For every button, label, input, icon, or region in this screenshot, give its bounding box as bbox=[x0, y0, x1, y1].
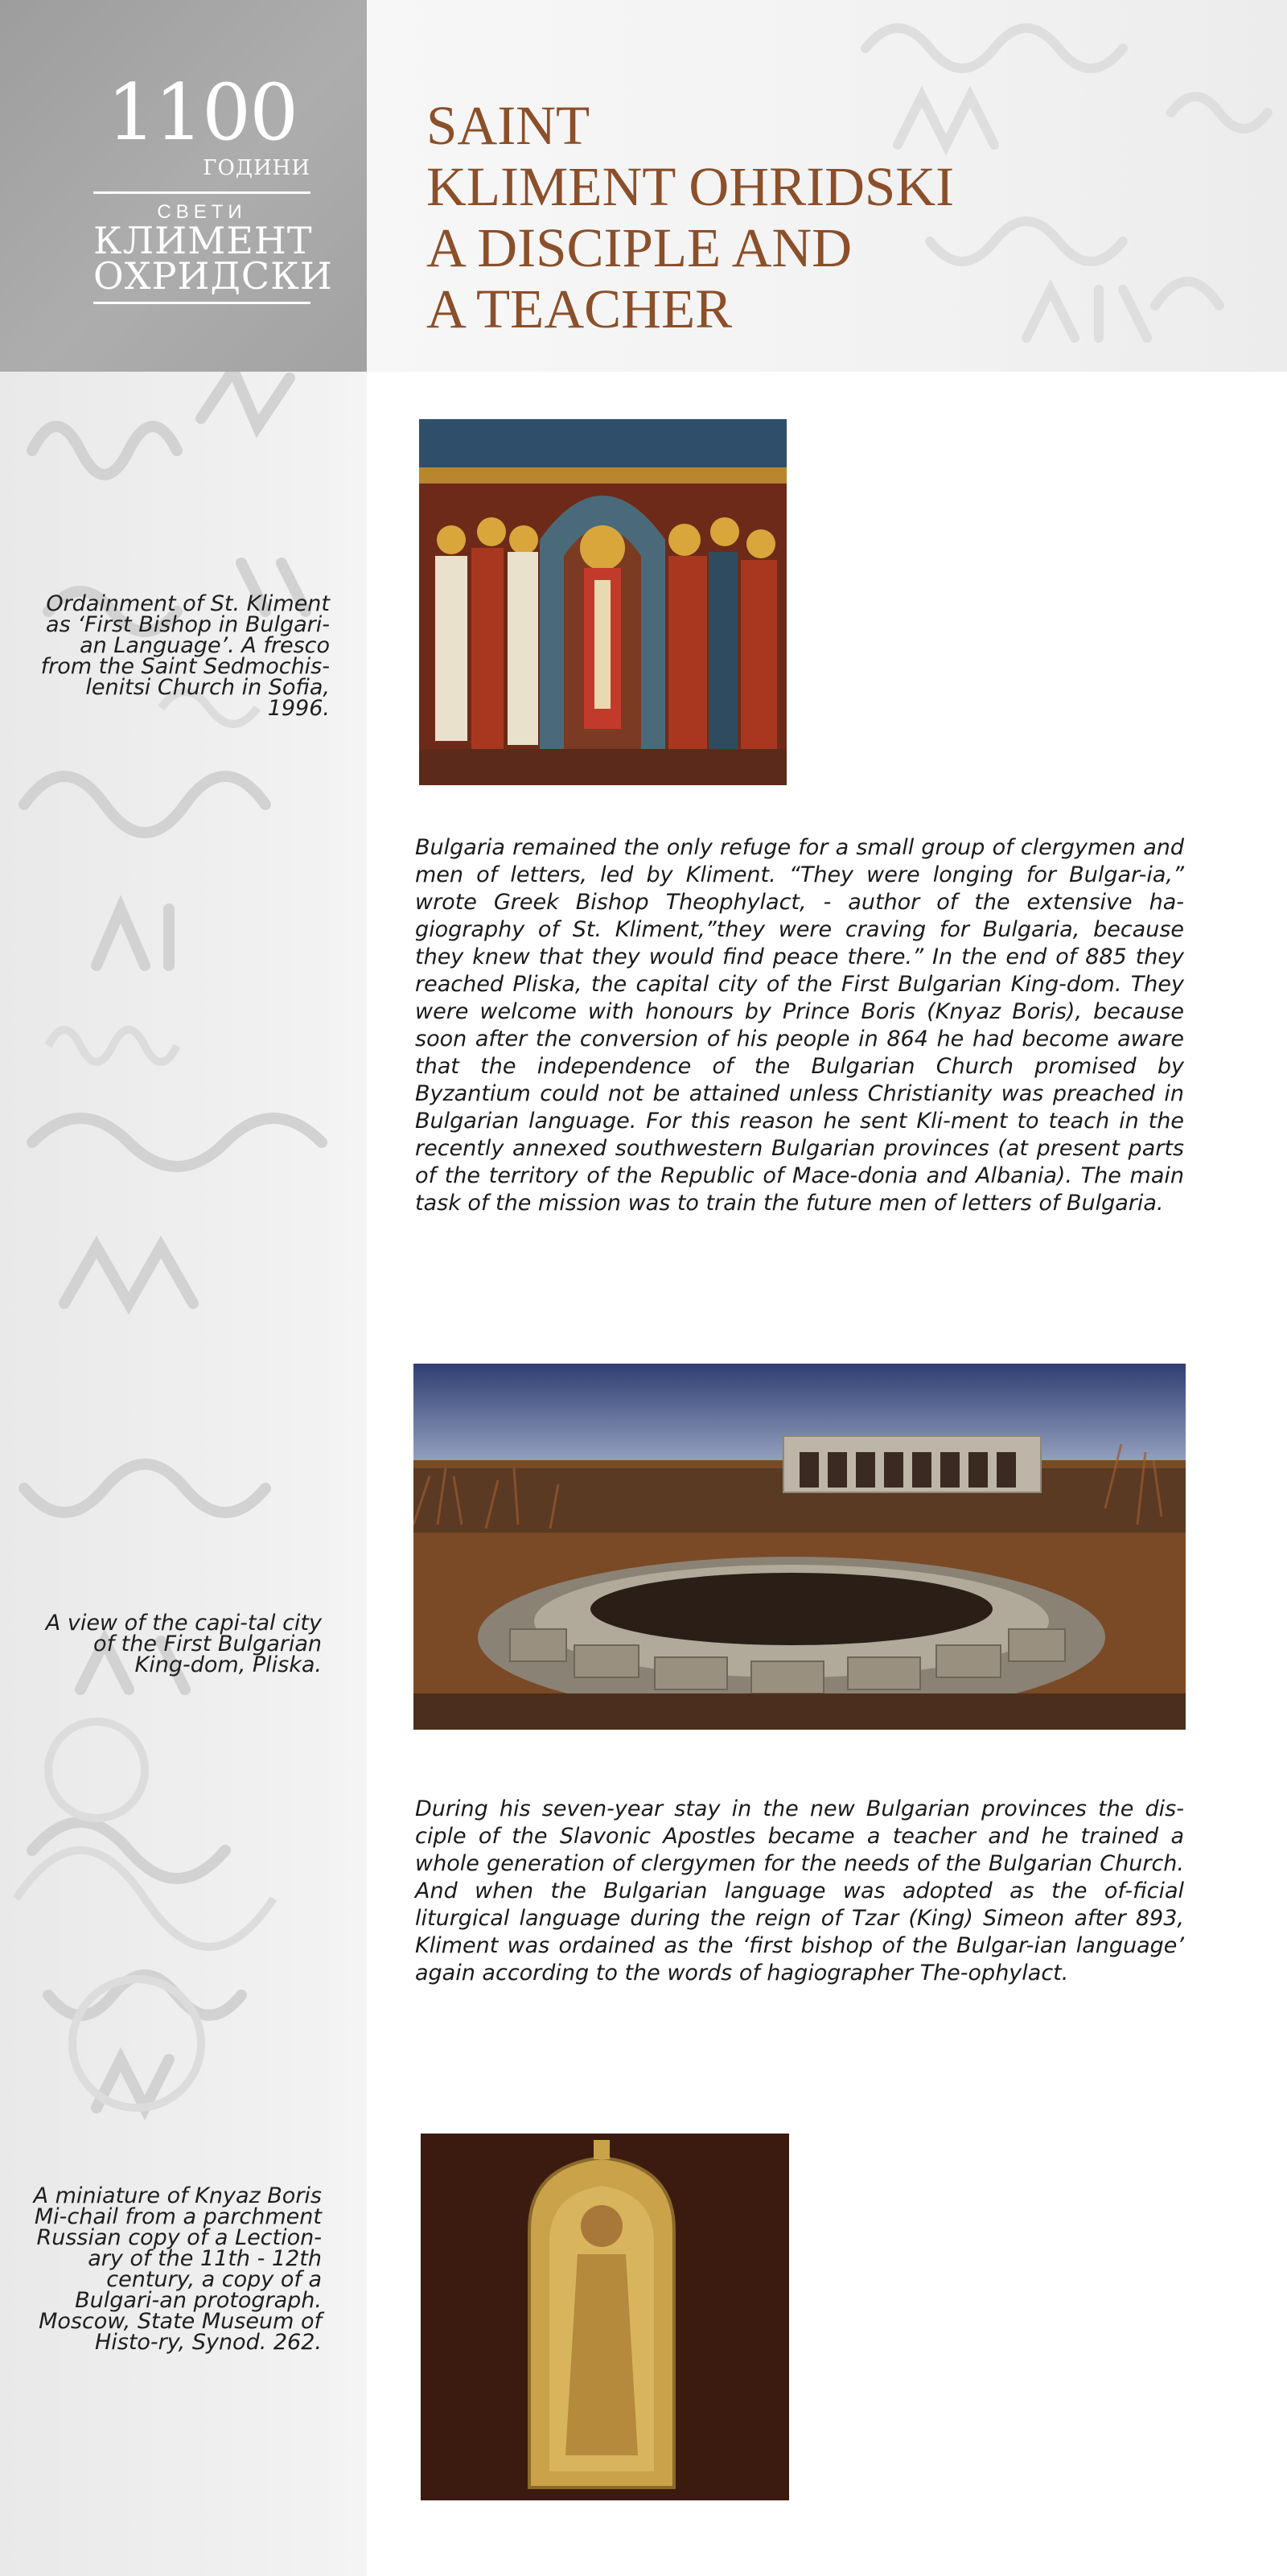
header-banner bbox=[367, 0, 1287, 372]
anniversary-badge bbox=[0, 0, 367, 372]
badge-name-line2: ОХРИДСКИ bbox=[93, 254, 333, 298]
badge-year: 1100 bbox=[106, 68, 298, 158]
pliska-caption: A view of the capi-tal city of the First Bulgarian King-dom, Pliska. bbox=[45, 1611, 322, 1677]
fresco-caption: Ordainment of St. Kliment as ‘First Bishop in Bulgari-an Language’. A fresco from the Saint Sedmochis-lenitsi Church in Sofia, 1996. bbox=[40, 591, 330, 721]
miniature-image bbox=[421, 2134, 789, 2500]
title-line-2: KLIMENT OHRIDSKI bbox=[426, 156, 955, 217]
badge-divider bbox=[93, 191, 310, 194]
badge-sveti: СВЕТИ bbox=[157, 201, 247, 223]
badge-name-line1: КЛИМЕНТ bbox=[93, 219, 313, 262]
badge-years-word: ГОДИНИ bbox=[203, 156, 310, 180]
miniature-caption: A miniature of Knyaz Boris Mi-chail from a parchment Russian copy of a Lection-ary of the 11th - 12th century, a copy of a Bulgari-an protograph. Moscow, State Museum of Histo-ry, Synod. 262. bbox=[33, 2183, 322, 2355]
title-line-1: SAINT bbox=[426, 95, 590, 156]
fresco-image bbox=[419, 419, 787, 785]
body-paragraph-2: During his seven-year stay in the new Bulgarian provinces the dis-ciple of the Slavonic Apostles became a teacher and he trained a whole generation of clergymen for the needs of the Bulgarian Church. And when the Bulgarian language was adopted as the of-ficial liturgical language during the reign of Tzar (King) Simeon after 893, Kliment was ordained as the ‘first bishop of the Bulgar-ian language’ again according to the words of hagiographer The-ophylact. bbox=[415, 1796, 1184, 1985]
title-line-3: A DISCIPLE AND bbox=[426, 217, 853, 278]
pliska-image bbox=[413, 1364, 1186, 1730]
page-title bbox=[426, 95, 954, 339]
body-paragraph-1: Bulgaria remained the only refuge for a small group of clergymen and men of letters, led by Kliment. “They were longing for Bulgar-ia,” wrote Greek Bishop Theophylact, - author of the extensive ha-giography of St. Kliment,”they were craving for Bulgaria, because they knew that they would find peace there.” In the end of 885 they reached Pliska, the capital city of the First Bulgarian King-dom. They were welcome with honours by Prince Boris (Knyaz Boris), because soon after the conversion of his people in 864 he had become aware that the independence of the Bulgarian Church promised by Byzantium could not be attained unless Christianity was preached in Bulgarian language. For this reason he sent Kli-ment to teach in the recently annexed southwestern Bulgarian provinces (at present parts of the territory of the Republic of Mace-donia and Albania). The main task of the mission was to train the future men of letters of Bulgaria. bbox=[415, 835, 1184, 1216]
badge-divider-bottom bbox=[93, 302, 310, 304]
title-line-4: A TEACHER bbox=[426, 278, 733, 339]
